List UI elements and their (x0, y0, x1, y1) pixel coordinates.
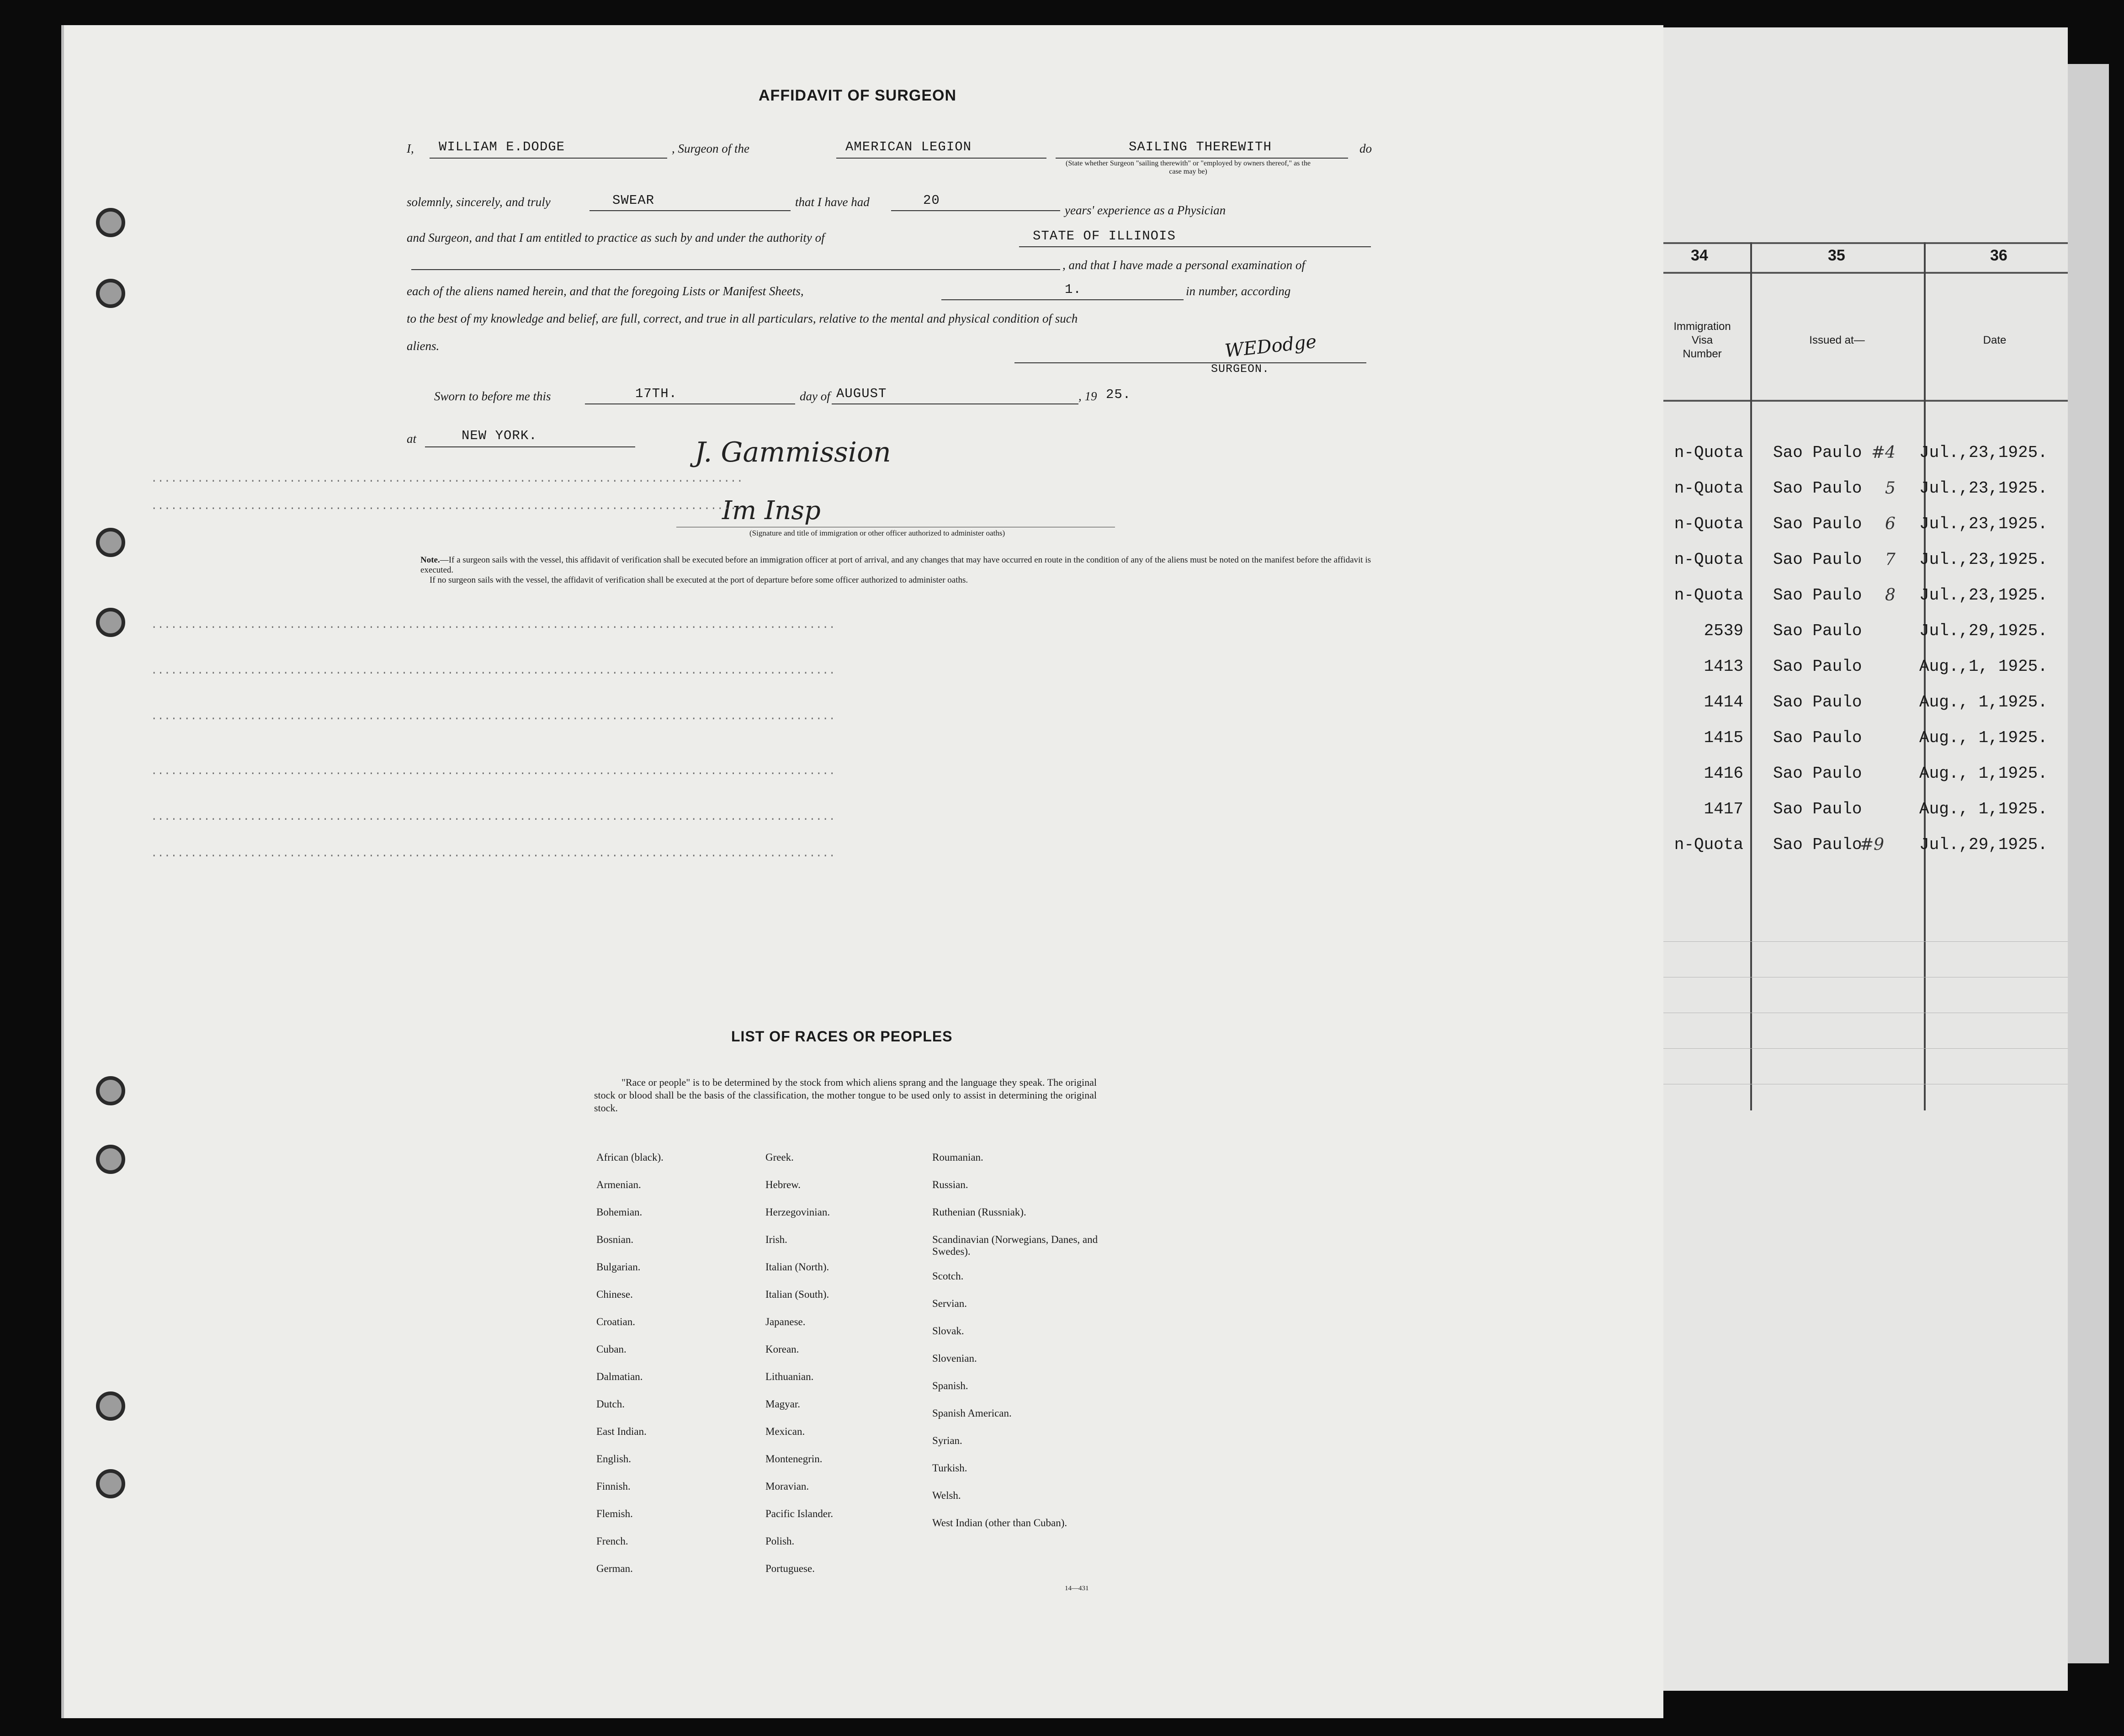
race-item: West Indian (other than Cuban). (932, 1517, 1067, 1529)
visa-cell: 1413 (1704, 657, 1743, 676)
race-item: Italian (South). (765, 1289, 829, 1300)
table-row (1663, 688, 2066, 720)
surgeon-name: WILLIAM E.DODGE (439, 139, 565, 154)
surgeon-signature: WEDodge (1224, 331, 1318, 362)
bleed-through-text: ........................................................................................................ (151, 711, 835, 723)
races-column-1 (596, 1152, 747, 1590)
column-number: 36 (1990, 247, 2007, 264)
race-item: Montenegrin. (765, 1453, 823, 1465)
punch-hole (96, 528, 125, 557)
race-item: Ruthenian (Russniak). (932, 1206, 1026, 1218)
punch-hole (96, 1076, 125, 1105)
date-cell: Aug., 1,1925. (1919, 800, 2048, 818)
race-item: East Indian. (596, 1426, 647, 1437)
sheet-count: 1. (1065, 282, 1082, 297)
date-cell: Aug., 1,1925. (1919, 693, 2048, 711)
punch-hole (96, 1469, 125, 1498)
blank-line (585, 403, 795, 404)
punch-hole (96, 279, 125, 308)
blank-line (430, 158, 667, 159)
race-item: Greek. (765, 1152, 794, 1163)
race-item: Slovak. (932, 1325, 964, 1337)
table-rule (1654, 272, 2068, 274)
race-item: Slovenian. (932, 1353, 977, 1364)
date-cell: Jul.,23,1925. (1919, 443, 2048, 462)
surgeon-status: SAILING THEREWITH (1129, 139, 1272, 154)
ruled-line (1654, 941, 2068, 942)
races-intro: "Race or people" is to be determined by the stock from which aliens sprang and the language they speak. The original stock or blood shall be the basis of the classification, the mother tongue to be used only to assist in determining the original stock. (594, 1077, 1097, 1114)
table-row (1663, 510, 2066, 542)
vessel-name: AMERICAN LEGION (845, 139, 972, 154)
handwritten-mark: 7 (1885, 550, 1896, 569)
races-column-3 (932, 1152, 1106, 1554)
blank-line (1014, 362, 1366, 363)
punch-hole (96, 608, 125, 637)
date-cell: Jul.,23,1925. (1919, 550, 2048, 569)
handwritten-mark: 5 (1885, 479, 1896, 498)
visa-cell: 1414 (1704, 693, 1743, 711)
races-column-2 (765, 1152, 916, 1590)
race-item: English. (596, 1453, 632, 1465)
race-item: Cuban. (596, 1343, 627, 1355)
issued-cell: Sao Paulo (1773, 621, 1862, 640)
affidavit-note (420, 555, 1375, 585)
race-item: Korean. (765, 1343, 799, 1355)
race-item: African (black). (596, 1152, 664, 1163)
text-have-had: that I have had (795, 195, 870, 209)
authority: STATE OF ILLINOIS (1033, 228, 1176, 244)
visa-cell: n-Quota (1674, 835, 1743, 854)
visa-cell: n-Quota (1674, 586, 1743, 605)
handwritten-mark: 6 (1885, 515, 1896, 533)
table-row (1663, 831, 2066, 863)
text-sworn: Sworn to before me this (434, 389, 551, 403)
header-line: Immigration (1673, 320, 1731, 333)
handwritten-mark: #4 (1871, 443, 1896, 462)
table-row (1663, 724, 2066, 756)
race-item: Lithuanian. (765, 1371, 814, 1382)
bleed-through-text: ........................................................................................................ (151, 619, 835, 632)
issued-cell: Sao Paulo (1773, 515, 1862, 533)
race-item: Irish. (765, 1234, 787, 1245)
punch-hole (96, 1391, 125, 1421)
race-item: Spanish American. (932, 1407, 1012, 1419)
visa-cell: 1417 (1704, 800, 1743, 818)
sworn-year: 25. (1106, 387, 1131, 402)
column-number: 34 (1691, 247, 1708, 264)
blank-line (1019, 246, 1371, 247)
affidavit-title: AFFIDAVIT OF SURGEON (759, 87, 957, 104)
race-item: Turkish. (932, 1462, 967, 1474)
race-item: Bohemian. (596, 1206, 643, 1218)
punch-hole (96, 1145, 125, 1174)
column-header-visa (1657, 320, 1748, 361)
date-cell: Aug., 1,1925. (1919, 764, 2048, 783)
date-cell: Jul.,29,1925. (1919, 835, 2048, 854)
visa-cell: n-Quota (1674, 479, 1743, 498)
table-row (1663, 759, 2066, 791)
blank-line (425, 446, 635, 447)
form-number: 14—431 (1065, 1585, 1089, 1592)
table-row (1663, 439, 2066, 471)
issued-cell: Sao Paulo (1773, 586, 1862, 605)
header-line: Issued at— (1809, 334, 1865, 346)
table-row (1663, 795, 2066, 827)
sworn-month: AUGUST (836, 386, 887, 401)
header-line: Visa (1691, 334, 1713, 346)
race-item: Welsh. (932, 1490, 961, 1501)
blank-line (891, 210, 1060, 211)
bleed-through-text: .......................................................................................... (151, 500, 743, 513)
race-item: Finnish. (596, 1481, 631, 1492)
text-years-experience: years' experience as a Physician (1065, 203, 1226, 217)
visa-cell: n-Quota (1674, 550, 1743, 569)
issued-cell: Sao Paulo (1773, 443, 1862, 462)
race-item: German. (596, 1563, 633, 1574)
text-each-alien: each of the aliens named herein, and that the foregoing Lists or Manifest Sheets, (407, 284, 804, 298)
text-solemnly: solemnly, sincerely, and truly (407, 195, 551, 209)
date-cell: Jul.,29,1925. (1919, 621, 2048, 640)
issued-cell: Sao Paulo (1773, 728, 1862, 747)
issued-cell: Sao Paulo (1773, 550, 1862, 569)
race-item: Scotch. (932, 1270, 964, 1282)
visa-cell: 2539 (1704, 621, 1743, 640)
race-item: Servian. (932, 1298, 967, 1309)
date-cell: Jul.,23,1925. (1919, 515, 2048, 533)
text-year-prefix: , 19 (1078, 389, 1097, 403)
surgeon-label: SURGEON. (1211, 362, 1270, 376)
bleed-through-text: ........................................................................................................ (151, 811, 835, 823)
bleed-through-text: ........................................................................................................ (151, 665, 835, 677)
punch-hole (96, 208, 125, 237)
table-rule (1654, 400, 2068, 402)
column-header-date (1926, 334, 2063, 347)
text-do: do (1359, 142, 1372, 155)
column-number: 35 (1828, 247, 1845, 264)
race-item: Bosnian. (596, 1234, 634, 1245)
issued-cell: Sao Paulo (1773, 693, 1862, 711)
date-cell: Jul.,23,1925. (1919, 479, 2048, 498)
race-item: Hebrew. (765, 1179, 801, 1190)
text-examination: , and that I have made a personal examination of (1062, 258, 1305, 272)
race-item: French. (596, 1535, 628, 1547)
sworn-place: NEW YORK. (462, 428, 537, 443)
race-item: Mexican. (765, 1426, 805, 1437)
race-item: Armenian. (596, 1179, 641, 1190)
issued-cell: Sao Paulo (1773, 479, 1862, 498)
race-item: Russian. (932, 1179, 968, 1190)
table-rule (1654, 242, 2068, 244)
officer-signature: J. Gammission (695, 436, 891, 468)
visa-cell: 1416 (1704, 764, 1743, 783)
text-day-of: day of (800, 389, 830, 403)
race-item: Croatian. (596, 1316, 635, 1327)
race-item: Dalmatian. (596, 1371, 643, 1382)
race-item: Magyar. (765, 1398, 801, 1410)
date-cell: Aug.,1, 1925. (1919, 657, 2048, 676)
header-line: Date (1983, 334, 2007, 346)
visa-cell: n-Quota (1674, 443, 1743, 462)
date-cell: Jul.,23,1925. (1919, 586, 2048, 605)
table-row (1663, 581, 2066, 613)
blank-line (941, 299, 1184, 300)
race-item: Moravian. (765, 1481, 809, 1492)
race-item: Herzegovinian. (765, 1206, 830, 1218)
ruled-line (1654, 1048, 2068, 1049)
blank-line (832, 403, 1078, 404)
note-label: Note. (420, 555, 440, 565)
column-header-issued-at (1752, 334, 1922, 347)
race-item: Polish. (765, 1535, 795, 1547)
status-instruction: (State whether Surgeon "sailing therewith" or "employed by owners thereof," as the case may be) (1066, 159, 1311, 175)
table-row (1663, 617, 2066, 649)
text-at: at (407, 432, 417, 446)
issued-cell: Sao Paulo (1773, 657, 1862, 676)
race-item: Italian (North). (765, 1261, 829, 1273)
blank-line (1056, 158, 1348, 159)
handwritten-mark: #9 (1860, 835, 1885, 854)
note-text-1: —If a surgeon sails with the vessel, this affidavit of verification shall be executed before an immigration officer at port of arrival, and any changes that may have occurred en route in the condition of any of the aliens must be noted on the manifest before the affidavit is executed. (420, 555, 1371, 575)
table-row (1663, 474, 2066, 506)
text-best-knowledge: to the best of my knowledge and belief, are full, correct, and true in all particulars, relative to the mental and physical condition of such (407, 312, 1078, 325)
bleed-through-text: .......................................................................................... (151, 473, 743, 485)
blank-line (836, 158, 1046, 159)
officer-title: Im Insp (722, 496, 821, 526)
race-item: Portuguese. (765, 1563, 815, 1574)
race-item: Japanese. (765, 1316, 806, 1327)
handwritten-mark: 8 (1885, 586, 1896, 605)
date-cell: Aug., 1,1925. (1919, 728, 2048, 747)
issued-cell: Sao Paulo (1773, 835, 1862, 854)
table-row (1663, 546, 2066, 578)
issued-cell: Sao Paulo (1773, 800, 1862, 818)
note-text-2: If no surgeon sails with the vessel, the affidavit of verification shall be executed at the port of departure before some officer authorized to administer oaths. (430, 575, 968, 585)
race-item: Scandinavian (Norwegians, Danes, and Swedes). (932, 1234, 1098, 1257)
page-edge (2068, 64, 2109, 1663)
text-aliens: aliens. (407, 339, 440, 353)
blank-line (411, 269, 1060, 270)
text-surgeon-of-the: , Surgeon of the (672, 142, 749, 155)
race-item: Pacific Islander. (765, 1508, 834, 1519)
text-in-number: in number, according (1186, 284, 1291, 298)
race-item: Spanish. (932, 1380, 968, 1391)
affidavit-page (64, 25, 1663, 1718)
issued-cell: Sao Paulo (1773, 764, 1862, 783)
signature-caption: (Signature and title of immigration or other officer authorized to administer oaths) (749, 529, 1005, 537)
races-title: LIST OF RACES OR PEOPLES (731, 1028, 953, 1045)
race-item: Bulgarian. (596, 1261, 641, 1273)
race-item: Flemish. (596, 1508, 633, 1519)
visa-cell: 1415 (1704, 728, 1743, 747)
bleed-through-text: ........................................................................................................ (151, 848, 835, 860)
text-i: I, (407, 142, 414, 155)
bleed-through-text: ........................................................................................................ (151, 765, 835, 778)
race-item: Dutch. (596, 1398, 625, 1410)
race-item: Chinese. (596, 1289, 633, 1300)
table-row (1663, 653, 2066, 685)
years-experience: 20 (923, 193, 940, 208)
text-and-surgeon: and Surgeon, and that I am entitled to practice as such by and under the authority of (407, 231, 825, 244)
oath-word: SWEAR (612, 193, 655, 208)
sworn-day: 17TH. (635, 386, 678, 401)
visa-cell: n-Quota (1674, 515, 1743, 533)
race-item: Roumanian. (932, 1152, 983, 1163)
header-line: Number (1683, 348, 1722, 360)
blank-line (589, 210, 791, 211)
race-item: Syrian. (932, 1435, 962, 1446)
